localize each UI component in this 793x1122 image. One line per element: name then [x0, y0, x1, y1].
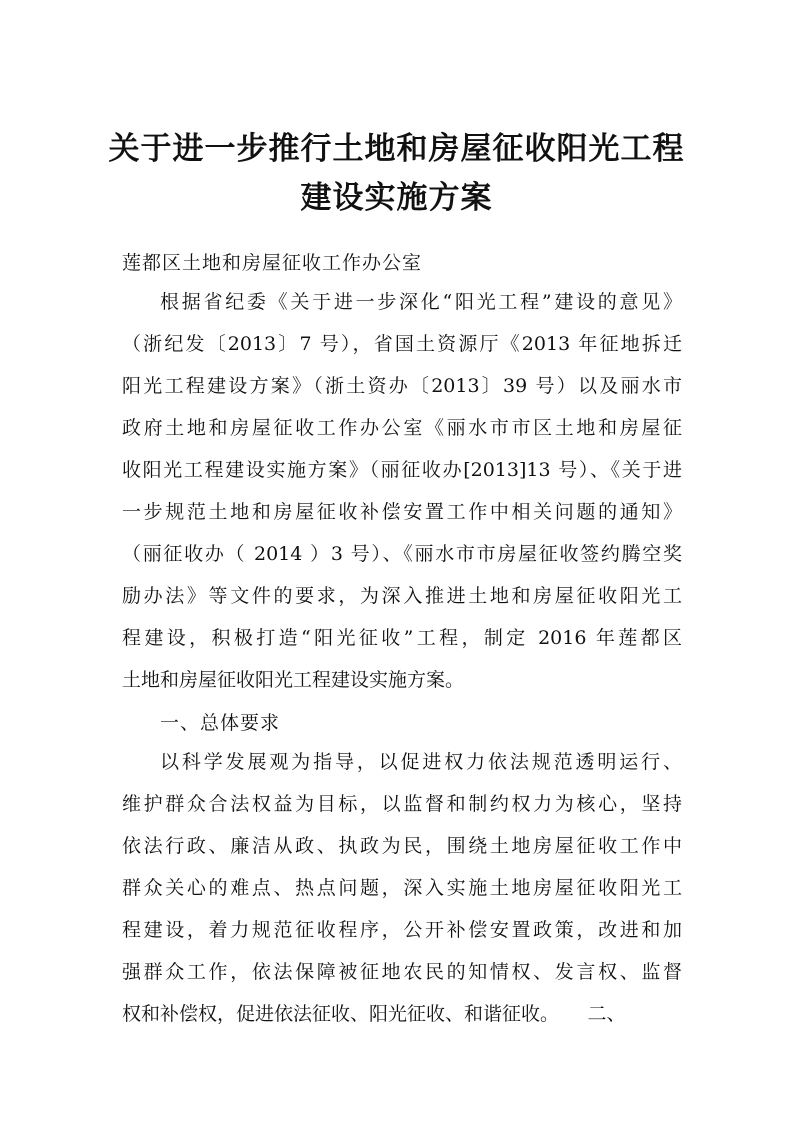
document-author: 莲都区土地和房屋征收工作办公室	[122, 252, 423, 274]
paragraph-line: 程建设，积极打造“阳光征收”工程，制定 2016 年莲都区	[122, 627, 682, 649]
paragraph-line: 土地和房屋征收阳光工程建设实施方案。	[122, 669, 465, 691]
paragraph-line: 群众关心的难点、热点问题，深入实施土地房屋征收阳光工	[122, 877, 682, 899]
paragraph-line: 政府土地和房屋征收工作办公室《丽水市市区土地和房屋征	[122, 417, 682, 439]
paragraph-line: 权和补偿权，促进依法征收、阳光征收、和谐征收。 二、	[122, 1003, 626, 1025]
paragraph-line: 收阳光工程建设实施方案》（丽征收办[2013]13 号）、《关于进	[122, 459, 682, 481]
paragraph-line: 依法行政、廉洁从政、执政为民，围绕土地房屋征收工作中	[122, 835, 682, 857]
paragraph-line: 阳光工程建设方案》（浙土资办〔2013〕39 号）以及丽水市	[122, 375, 682, 397]
paragraph-line: （丽征收办（ 2014 ）3 号）、《丽水市市房屋征收签约腾空奖	[122, 543, 682, 565]
paragraph-line: 维护群众合法权益为目标，以监督和制约权力为核心，坚持	[122, 793, 682, 815]
document-title-line-2: 建设实施方案	[300, 180, 493, 216]
paragraph-line: 强群众工作，依法保障被征地农民的知情权、发言权、监督	[122, 961, 682, 983]
document-title-line-1: 关于进一步推行土地和房屋征收阳光工程	[108, 131, 685, 167]
paragraph-line: （浙纪发〔2013〕7 号），省国土资源厅《2013 年征地拆迁	[122, 333, 682, 355]
paragraph-line: 程建设，着力规范征收程序，公开补偿安置政策，改进和加	[122, 919, 682, 941]
paragraph-line: 励办法》等文件的要求，为深入推进土地和房屋征收阳光工	[122, 585, 682, 607]
paragraph-line: 以科学发展观为指导，以促进权力依法规范透明运行、	[160, 751, 682, 773]
paragraph-line: 根据省纪委《关于进一步深化“阳光工程”建设的意见》	[160, 291, 682, 313]
paragraph-line: 一步规范土地和房屋征收补偿安置工作中相关问题的通知》	[122, 501, 682, 523]
section-heading: 一、总体要求	[160, 712, 281, 734]
